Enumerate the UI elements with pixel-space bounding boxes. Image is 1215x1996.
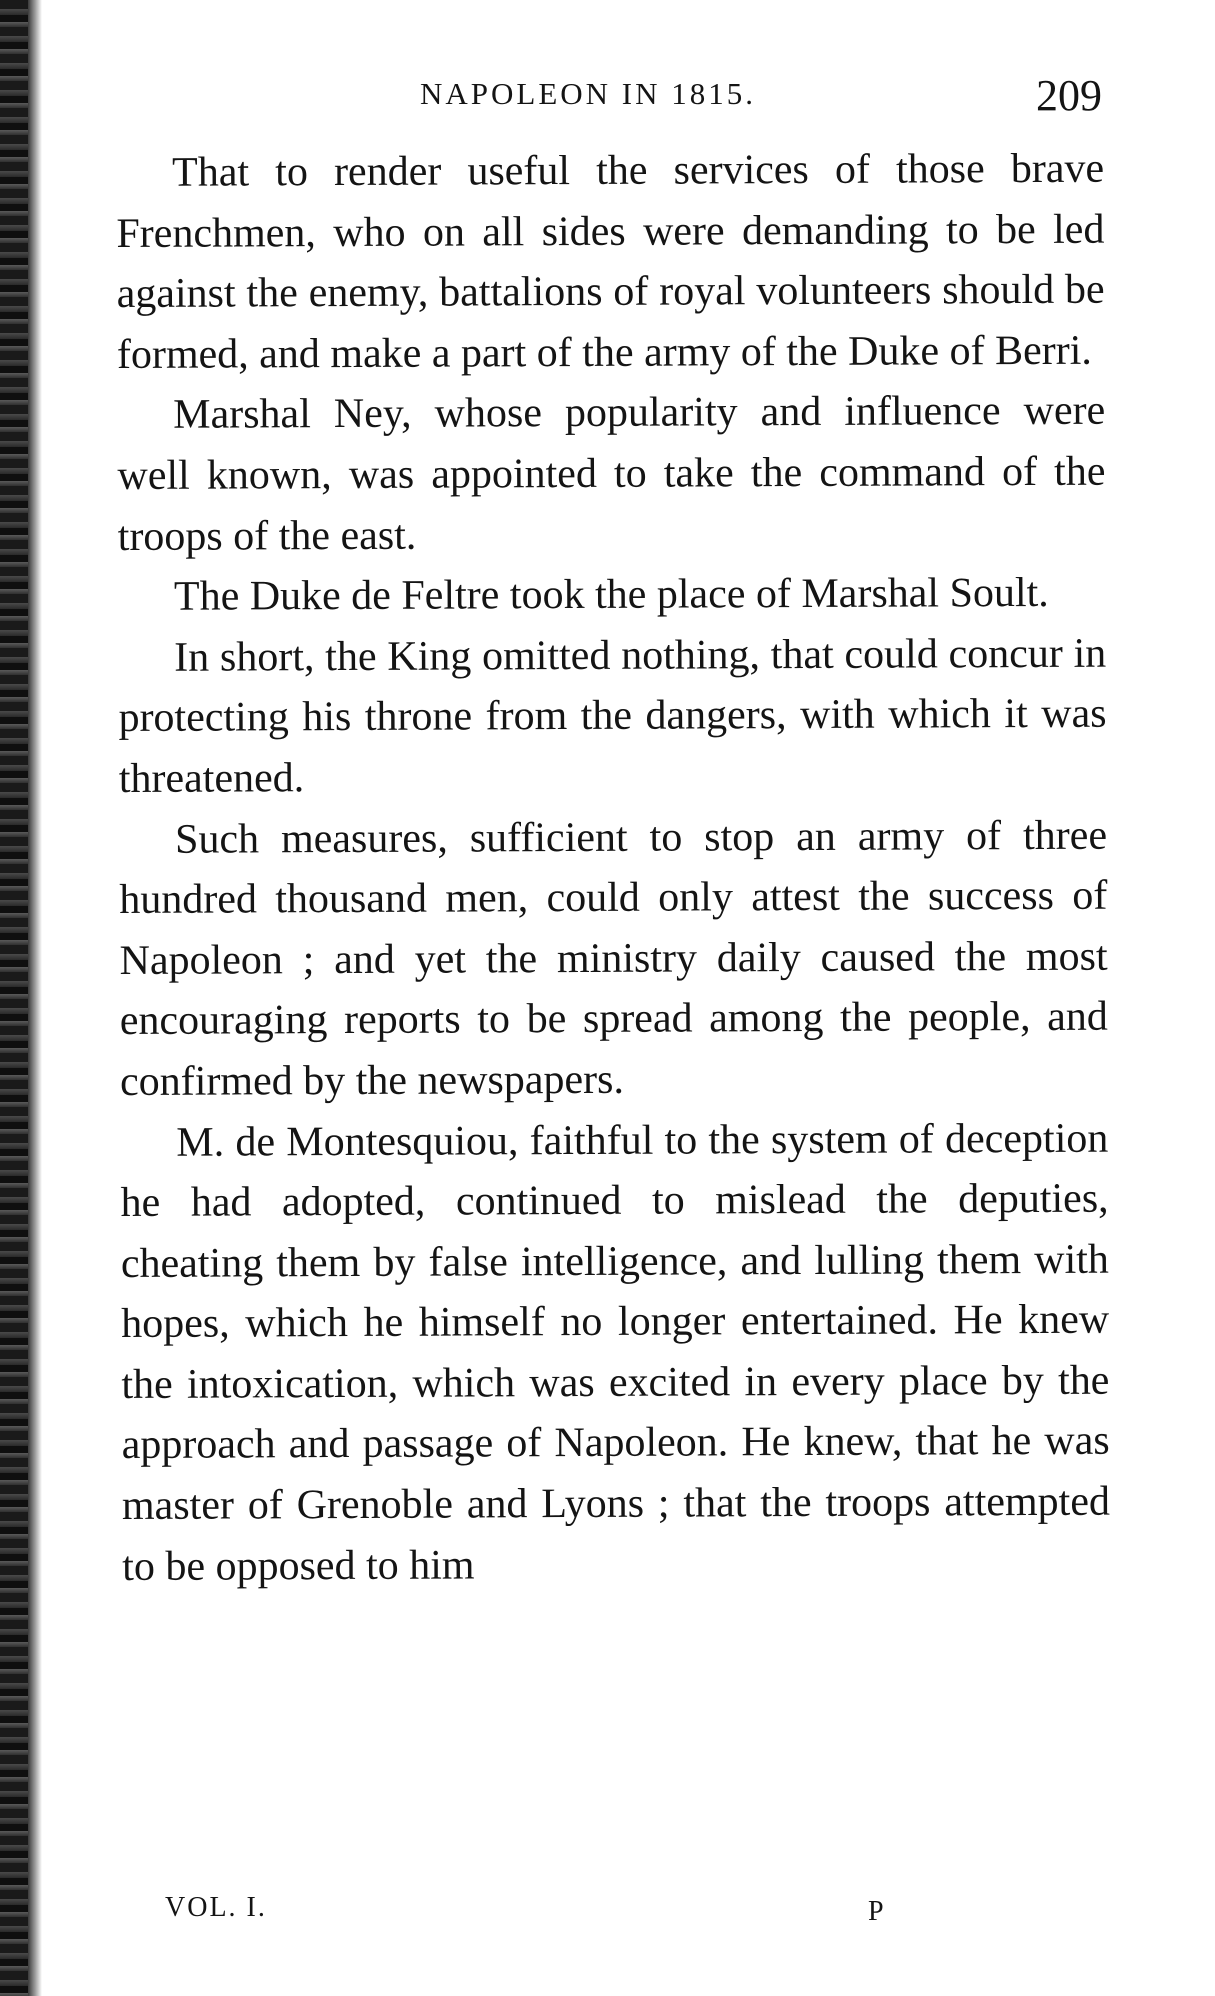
signature-mark: P — [868, 1896, 886, 1927]
page-binding-shadow — [28, 0, 42, 1996]
paragraph-ministry-reports: Such measures, sufficient to stop an army of three hundred thousand men, could only attest the success of Napoleon ; and yet the ministry daily caused the most encouraging reports to be spread among the people, and confirmed by the newspapers. — [119, 812, 1108, 1105]
paragraph-berri-volunteers: That to render useful the services of those brave Frenchmen, who on all sides were demanding to be led against the enemy, battalions of royal volunteers should be formed, and make a part of the army of the Duke of Berri. — [116, 145, 1105, 378]
volume-mark: VOL. I. — [165, 1892, 267, 1923]
paragraph-duke-de-feltre: The Duke de Feltre took the place of Marshal Soult. — [173, 570, 1049, 620]
running-title: NAPOLEON IN 1815. — [420, 76, 757, 111]
paragraph-king-measures: In short, the King omitted nothing, that could concur in protecting his throne from the dangers, with which it was threatened. — [118, 630, 1107, 802]
paragraph-montesquiou: M. de Montesquiou, faithful to the system of deception he had adopted, continued to mislead the deputies, cheating them by false intelligence, and lulling them with hopes, which he himself no longer entertained. He knew the intoxication, which was excited in every place by the approach and passage of Napoleon. He knew, that he was master of Grenoble and Lyons ; that the troops attempted to be opposed to him — [120, 1115, 1111, 1590]
page-number: 209 — [1036, 71, 1102, 120]
body-text — [116, 139, 1110, 1598]
page-footer — [0, 1892, 1215, 1942]
paragraph-marshal-ney: Marshal Ney, whose popularity and influence were well known, was appointed to take the command of the troops of the east. — [117, 388, 1106, 560]
running-head — [0, 68, 1215, 128]
